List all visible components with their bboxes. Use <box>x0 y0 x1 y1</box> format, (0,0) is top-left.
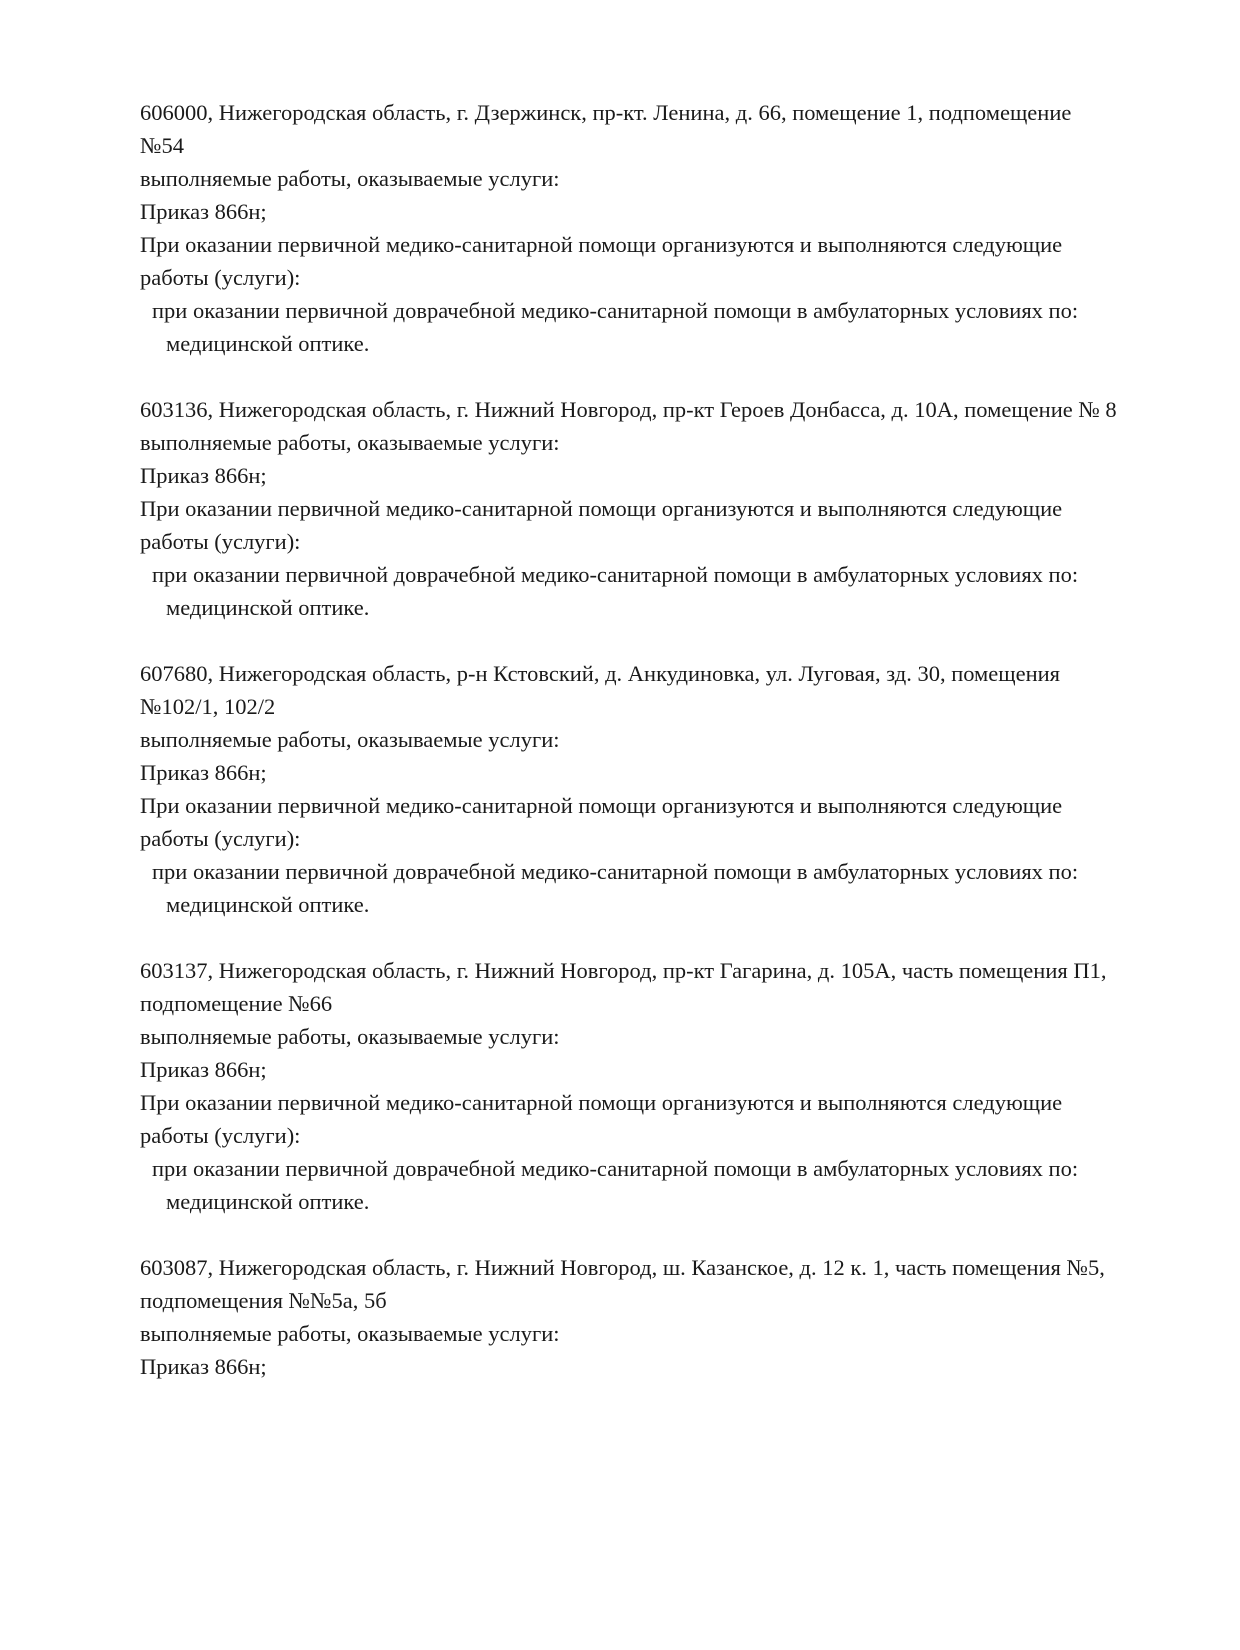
order-line: Приказ 866н; <box>140 199 267 224</box>
service-line: медицинской оптике. <box>166 1189 370 1214</box>
entry-address: 607680, Нижегородская область, р-н Кстовский, д. Анкудиновка, ул. Луговая, зд. 30, помещения №102/1, 102/2 <box>140 661 1066 719</box>
works-label: выполняемые работы, оказываемые услуги: <box>140 430 560 455</box>
pre-doctor-care-line: при оказании первичной доврачебной медико-санитарной помощи в амбулаторных условиях по: <box>152 859 1079 884</box>
works-label: выполняемые работы, оказываемые услуги: <box>140 166 560 191</box>
license-address-entry <box>140 657 1118 921</box>
primary-care-intro: При оказании первичной медико-санитарной помощи организуются и выполняются следующие работы (услуги): <box>140 496 1068 554</box>
license-address-entry <box>140 393 1118 624</box>
entry-address: 606000, Нижегородская область, г. Дзержинск, пр-кт. Ленина, д. 66, помещение 1, подпомещение №54 <box>140 100 1077 158</box>
service-line: медицинской оптике. <box>166 892 370 917</box>
entry-address: 603087, Нижегородская область, г. Нижний Новгород, ш. Казанское, д. 12 к. 1, часть помещения №5, подпомещения №№5а, 5б <box>140 1255 1111 1313</box>
works-label: выполняемые работы, оказываемые услуги: <box>140 727 560 752</box>
order-line: Приказ 866н; <box>140 1354 267 1379</box>
order-line: Приказ 866н; <box>140 463 267 488</box>
entry-address: 603137, Нижегородская область, г. Нижний Новгород, пр-кт Гагарина, д. 105А, часть помещения П1, подпомещение №66 <box>140 958 1113 1016</box>
pre-doctor-care-line: при оказании первичной доврачебной медико-санитарной помощи в амбулаторных условиях по: <box>152 562 1079 587</box>
service-line: медицинской оптике. <box>166 595 370 620</box>
license-address-entry <box>140 1251 1118 1383</box>
license-address-entry <box>140 954 1118 1218</box>
order-line: Приказ 866н; <box>140 1057 267 1082</box>
entry-address: 603136, Нижегородская область, г. Нижний Новгород, пр-кт Героев Донбасса, д. 10А, помещение № 8 <box>140 397 1117 422</box>
order-line: Приказ 866н; <box>140 760 267 785</box>
primary-care-intro: При оказании первичной медико-санитарной помощи организуются и выполняются следующие работы (услуги): <box>140 232 1068 290</box>
license-address-entry <box>140 96 1118 360</box>
service-line: медицинской оптике. <box>166 331 370 356</box>
primary-care-intro: При оказании первичной медико-санитарной помощи организуются и выполняются следующие работы (услуги): <box>140 1090 1068 1148</box>
pre-doctor-care-line: при оказании первичной доврачебной медико-санитарной помощи в амбулаторных условиях по: <box>152 298 1079 323</box>
works-label: выполняемые работы, оказываемые услуги: <box>140 1024 560 1049</box>
pre-doctor-care-line: при оказании первичной доврачебной медико-санитарной помощи в амбулаторных условиях по: <box>152 1156 1079 1181</box>
primary-care-intro: При оказании первичной медико-санитарной помощи организуются и выполняются следующие работы (услуги): <box>140 793 1068 851</box>
works-label: выполняемые работы, оказываемые услуги: <box>140 1321 560 1346</box>
